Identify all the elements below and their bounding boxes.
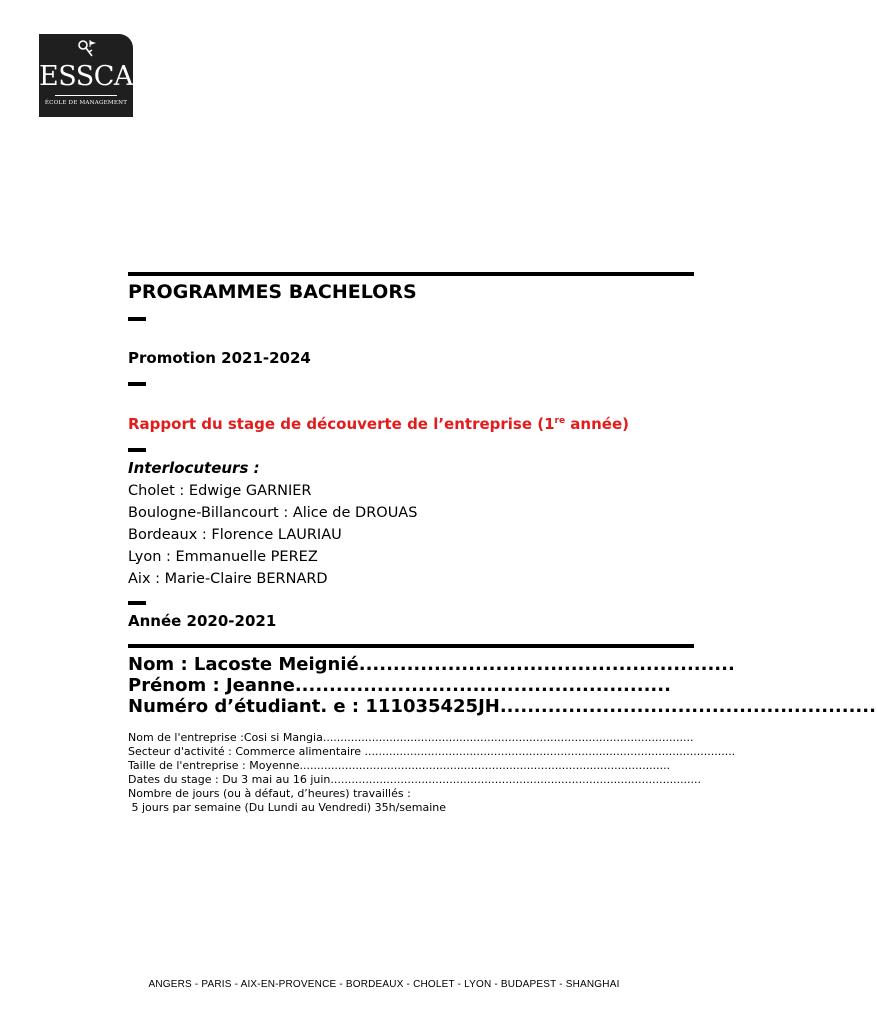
interlocutors-heading: Interlocuteurs : bbox=[128, 459, 260, 477]
report-title-sup: re bbox=[554, 416, 566, 426]
essca-logo bbox=[39, 34, 133, 117]
student-rule bbox=[128, 644, 694, 648]
report-title-end: année) bbox=[565, 415, 629, 433]
list-item: Boulogne-Billancourt : Alice de DROUAS bbox=[128, 505, 418, 521]
days-worked-label: Nombre de jours (ou à défaut, d’heures) travaillés : bbox=[128, 787, 411, 800]
interlocutors-list bbox=[128, 480, 417, 590]
dash-divider bbox=[128, 448, 146, 452]
logo-divider bbox=[55, 95, 117, 96]
student-firstname: Prénom : Jeanne....................................................... bbox=[128, 675, 671, 696]
student-name: Nom : Lacoste Meignié....................................................... bbox=[128, 654, 735, 675]
campus-footer: ANGERS - PARIS - AIX-EN-PROVENCE - BORDEAUX - CHOLET - LYON - BUDAPEST - SHANGHAI bbox=[148, 979, 620, 990]
dash-divider bbox=[128, 382, 146, 386]
academic-year: Année 2020-2021 bbox=[128, 612, 277, 630]
company-size: Taille de l'entreprise : Moyenne.......................................................................................................... bbox=[128, 759, 671, 772]
list-item: Bordeaux : Florence LAURIAU bbox=[128, 527, 342, 543]
list-item: Cholet : Edwige GARNIER bbox=[128, 483, 312, 499]
company-name: Nom de l'entreprise :Cosi si Mangia.......................................................................................................... bbox=[128, 731, 694, 744]
logo-tagline: ÉCOLE DE MANAGEMENT bbox=[44, 100, 128, 106]
key-emblem-icon bbox=[75, 38, 99, 60]
top-rule bbox=[128, 272, 694, 276]
student-number: Numéro d’étudiant. e : 111035425JH....................................................... bbox=[128, 696, 876, 717]
report-title-main: Rapport du stage de découverte de l’entreprise (1 bbox=[128, 415, 555, 433]
page-title: PROGRAMMES BACHELORS bbox=[128, 281, 417, 303]
dash-divider bbox=[128, 317, 146, 321]
list-item: Lyon : Emmanuelle PEREZ bbox=[128, 549, 318, 565]
promotion-label: Promotion 2021-2024 bbox=[128, 349, 311, 367]
list-item: Aix : Marie-Claire BERNARD bbox=[128, 571, 328, 587]
report-title bbox=[128, 415, 629, 433]
logo-brand: ESSCA bbox=[39, 61, 133, 92]
days-worked-value: 5 jours par semaine (Du Lundi au Vendredi) 35h/semaine bbox=[128, 801, 447, 814]
dash-divider bbox=[128, 601, 146, 605]
internship-dates: Dates du stage : Du 3 mai au 16 juin.......................................................................................................... bbox=[128, 773, 702, 786]
company-sector: Secteur d'activité : Commerce alimentaire .......................................................................................................... bbox=[128, 745, 736, 758]
